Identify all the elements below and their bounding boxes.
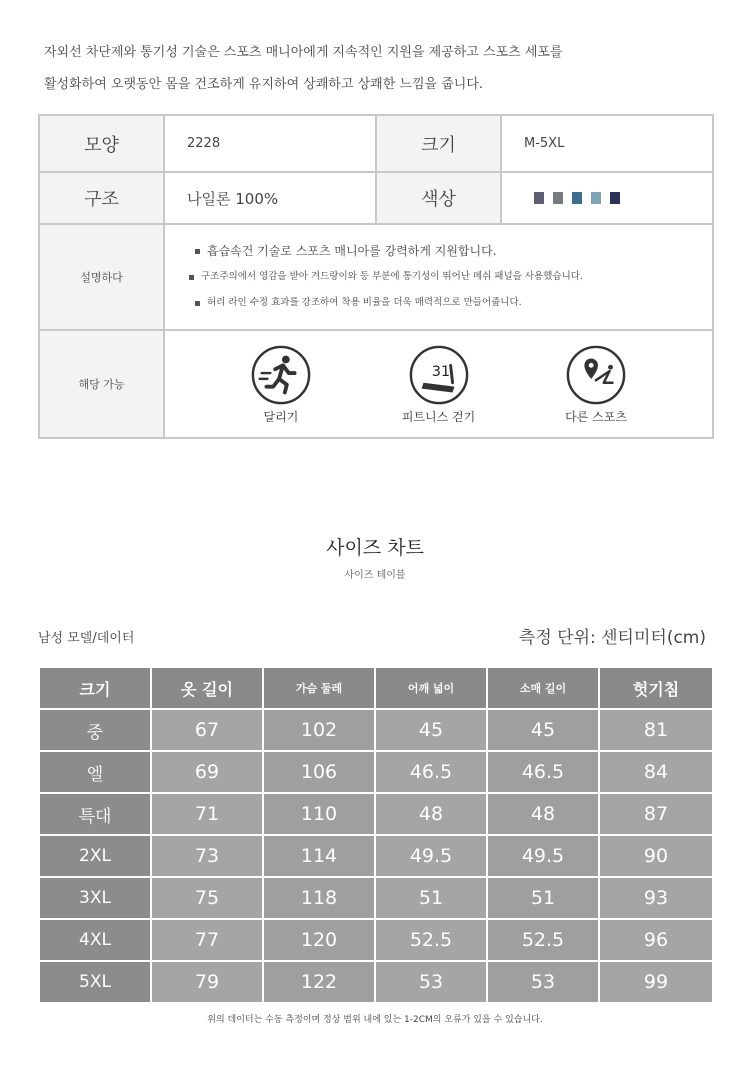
color-swatch bbox=[534, 192, 544, 204]
header-chest: 가슴 둘레 bbox=[263, 667, 375, 709]
size-value: M-5XL bbox=[501, 115, 713, 172]
table-cell: 87 bbox=[599, 793, 713, 835]
structure-value: 나일론 100% bbox=[164, 172, 376, 224]
table-row bbox=[39, 835, 713, 877]
header-hem: 헛기침 bbox=[599, 667, 713, 709]
size-label-cell: 4XL bbox=[39, 919, 151, 961]
table-cell: 73 bbox=[151, 835, 263, 877]
header-length: 옷 길이 bbox=[151, 667, 263, 709]
table-cell: 53 bbox=[375, 961, 487, 1003]
description-line-3: 허리 라인 수정 효과를 강조하여 착용 비율을 더욱 매력적으로 만들어줍니다. bbox=[195, 290, 712, 316]
sport-running bbox=[250, 344, 312, 425]
sport-fitness-walking bbox=[402, 344, 475, 425]
size-table-body bbox=[39, 709, 713, 1003]
table-cell: 75 bbox=[151, 877, 263, 919]
style-value: 2228 bbox=[164, 115, 376, 172]
color-swatch bbox=[572, 192, 582, 204]
measurement-footnote: 위의 데이터는 수동 측정이며 정상 범위 내에 있는 1-2CM의 오류가 있을 수 있습니다. bbox=[207, 1015, 543, 1025]
applicable-label: 해당 가능 bbox=[39, 330, 164, 438]
table-row bbox=[39, 709, 713, 751]
location-route-icon bbox=[565, 344, 627, 406]
product-intro bbox=[44, 44, 724, 108]
size-label-cell: 2XL bbox=[39, 835, 151, 877]
table-cell: 99 bbox=[599, 961, 713, 1003]
size-label-cell: 특대 bbox=[39, 793, 151, 835]
treadmill-badge: 31 bbox=[431, 363, 450, 380]
table-cell: 46.5 bbox=[487, 751, 599, 793]
table-cell: 71 bbox=[151, 793, 263, 835]
table-cell: 45 bbox=[487, 709, 599, 751]
table-cell: 120 bbox=[263, 919, 375, 961]
table-cell: 93 bbox=[599, 877, 713, 919]
sport-label: 피트니스 걷기 bbox=[401, 409, 476, 424]
sport-other bbox=[565, 344, 627, 425]
size-table-header-row bbox=[39, 667, 713, 709]
size-chart-title: 사이즈 차트 bbox=[326, 537, 424, 559]
intro-line-1: 자외선 차단제와 통기성 기술은 스포츠 매니아에게 지속적인 지원을 제공하고 스포츠 세포를 bbox=[44, 45, 563, 60]
table-cell: 122 bbox=[263, 961, 375, 1003]
description-label: 설명하다 bbox=[39, 224, 164, 330]
table-cell: 90 bbox=[599, 835, 713, 877]
color-swatch bbox=[591, 192, 601, 204]
size-label-cell: 5XL bbox=[39, 961, 151, 1003]
table-cell: 51 bbox=[487, 877, 599, 919]
table-cell: 46.5 bbox=[375, 751, 487, 793]
description-line-2: 구조주의에서 영감을 받아 겨드랑이와 등 부분에 통기성이 뛰어난 메쉬 패널을 사용했습니다. bbox=[189, 264, 712, 290]
header-sleeve: 소매 길이 bbox=[487, 667, 599, 709]
table-cell: 49.5 bbox=[375, 835, 487, 877]
style-label: 모양 bbox=[39, 115, 164, 172]
intro-line-2: 활성화하여 오랫동안 몸을 건조하게 유지하여 상쾌하고 상쾌한 느낌을 줍니다. bbox=[44, 77, 484, 92]
description-line-1: 흡습속건 기술로 스포츠 매니아를 강력하게 지원합니다. bbox=[195, 238, 712, 264]
header-size: 크기 bbox=[39, 667, 151, 709]
table-cell: 96 bbox=[599, 919, 713, 961]
table-row bbox=[39, 751, 713, 793]
table-cell: 118 bbox=[263, 877, 375, 919]
table-cell: 52.5 bbox=[487, 919, 599, 961]
table-cell: 67 bbox=[151, 709, 263, 751]
table-cell: 79 bbox=[151, 961, 263, 1003]
sports-cell bbox=[164, 330, 713, 438]
table-cell: 114 bbox=[263, 835, 375, 877]
sport-label: 다른 스포츠 bbox=[565, 409, 627, 424]
table-cell: 49.5 bbox=[487, 835, 599, 877]
structure-label: 구조 bbox=[39, 172, 164, 224]
color-swatch bbox=[553, 192, 563, 204]
table-cell: 53 bbox=[487, 961, 599, 1003]
size-label-cell: 중 bbox=[39, 709, 151, 751]
size-chart-subtitle: 사이즈 테이블 bbox=[344, 570, 406, 581]
table-cell: 102 bbox=[263, 709, 375, 751]
color-swatches bbox=[502, 192, 712, 204]
color-label: 색상 bbox=[376, 172, 501, 224]
unit-note: 측정 단위: 센티미터(cm) bbox=[518, 628, 706, 648]
size-label-cell: 3XL bbox=[39, 877, 151, 919]
table-cell: 77 bbox=[151, 919, 263, 961]
model-data-note: 남성 모델/데이터 bbox=[38, 631, 135, 646]
color-swatch bbox=[610, 192, 620, 204]
table-cell: 51 bbox=[375, 877, 487, 919]
size-label-cell: 엘 bbox=[39, 751, 151, 793]
sport-label: 달리기 bbox=[263, 409, 299, 424]
description-cell bbox=[164, 224, 713, 330]
spec-table bbox=[38, 114, 714, 439]
table-cell: 45 bbox=[375, 709, 487, 751]
table-cell: 69 bbox=[151, 751, 263, 793]
table-cell: 48 bbox=[487, 793, 599, 835]
header-shoulder: 어깨 넓이 bbox=[375, 667, 487, 709]
size-label: 크기 bbox=[376, 115, 501, 172]
table-cell: 48 bbox=[375, 793, 487, 835]
table-cell: 81 bbox=[599, 709, 713, 751]
table-cell: 106 bbox=[263, 751, 375, 793]
size-table bbox=[38, 666, 714, 1004]
table-row bbox=[39, 793, 713, 835]
treadmill-icon bbox=[408, 344, 470, 406]
table-cell: 84 bbox=[599, 751, 713, 793]
color-swatches-cell bbox=[501, 172, 713, 224]
table-cell: 110 bbox=[263, 793, 375, 835]
running-person-icon bbox=[250, 344, 312, 406]
table-row bbox=[39, 961, 713, 1003]
table-cell: 52.5 bbox=[375, 919, 487, 961]
table-row bbox=[39, 877, 713, 919]
table-row bbox=[39, 919, 713, 961]
